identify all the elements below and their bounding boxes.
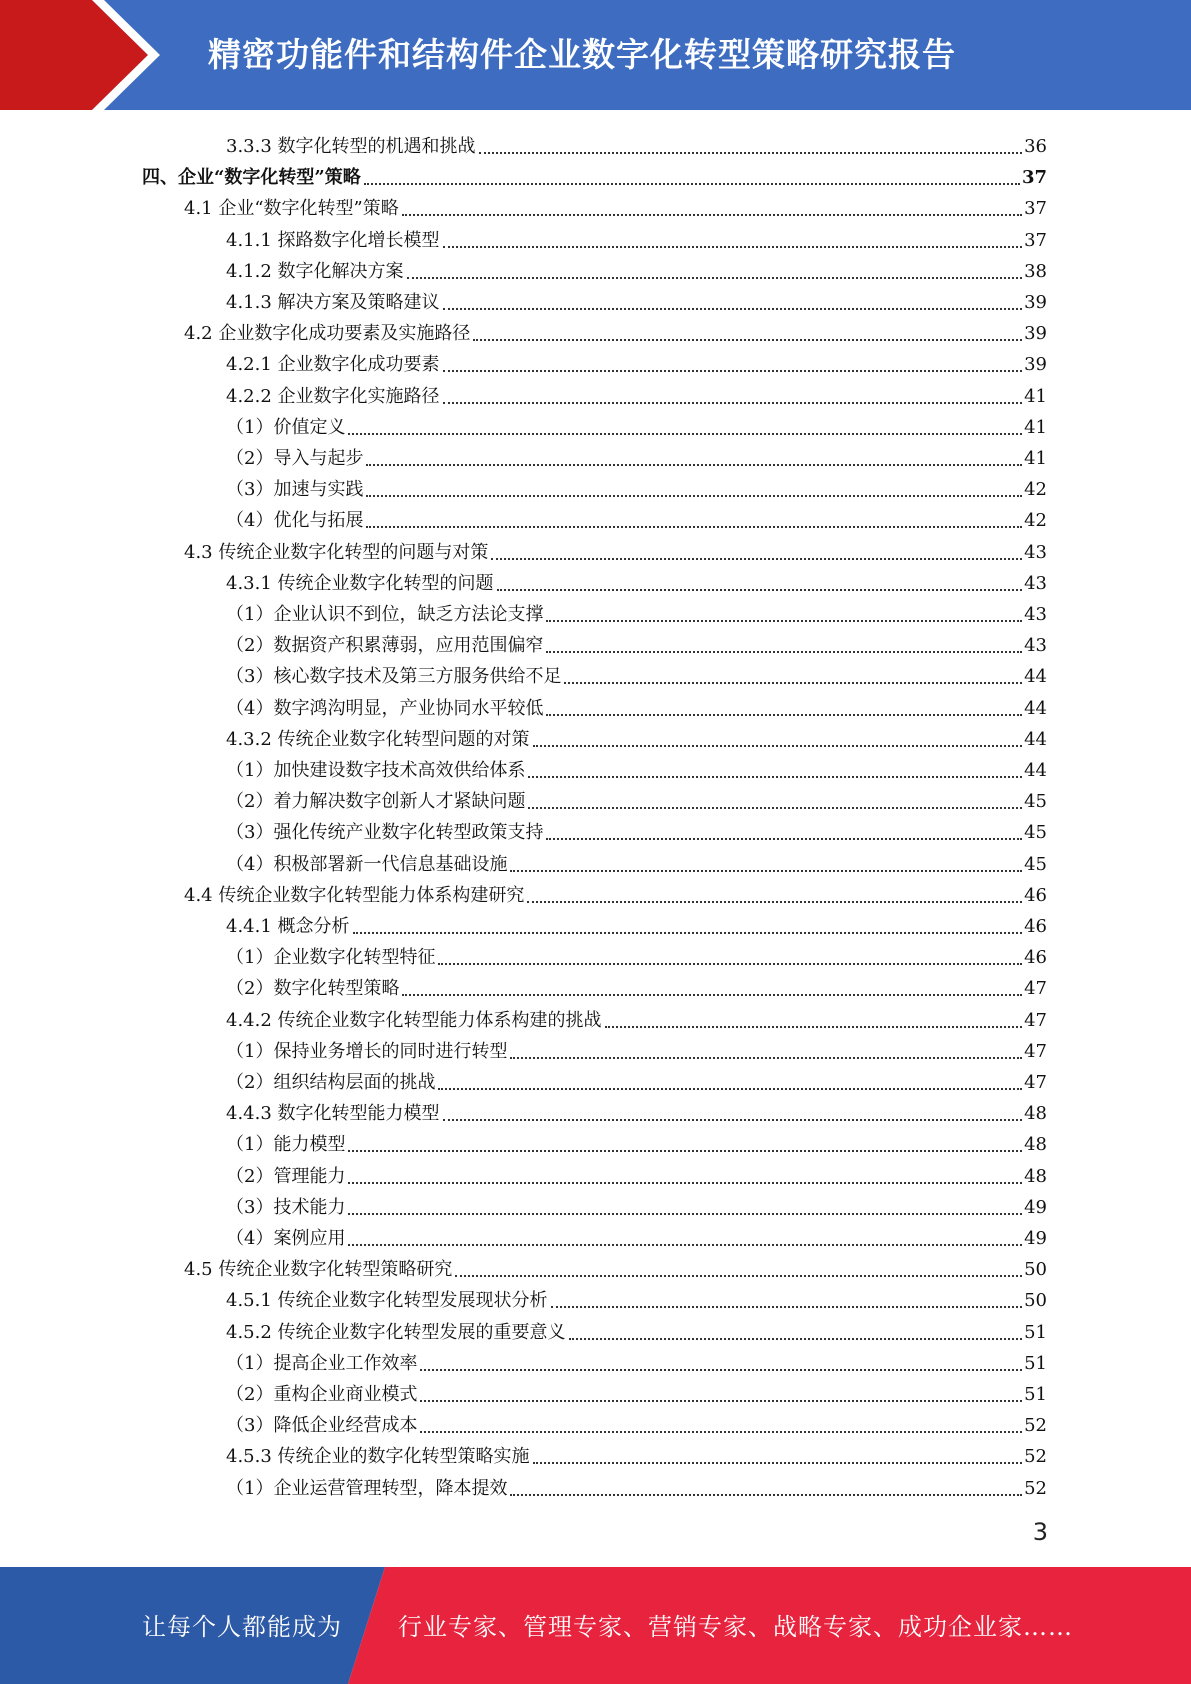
toc-entry-page: 36	[1024, 136, 1047, 157]
toc-dot-leader	[420, 1369, 1022, 1371]
toc-dot-leader	[402, 994, 1022, 996]
toc-dot-leader	[366, 464, 1022, 466]
toc-entry-title: 4.5 传统企业数字化转型策略研究	[184, 1259, 453, 1281]
toc-entry-page: 46	[1024, 916, 1047, 937]
toc-dot-leader	[348, 1244, 1022, 1246]
toc-entry-page: 47	[1024, 978, 1047, 1000]
toc-entry-page: 39	[1024, 354, 1047, 376]
toc-dot-leader	[348, 1150, 1022, 1152]
footer-band	[0, 1567, 1191, 1684]
toc-entry[interactable]	[226, 1470, 1047, 1501]
toc-dot-leader	[546, 714, 1022, 716]
toc-entry-title: （1）企业运营管理转型，降本提效	[226, 1477, 508, 1499]
toc-dot-leader	[605, 1026, 1023, 1028]
toc-entry[interactable]	[226, 721, 1047, 752]
toc-entry-page: 52	[1024, 1446, 1047, 1468]
toc-entry[interactable]	[226, 1438, 1047, 1469]
toc-entry-title: （3）强化传统产业数字化转型政策支持	[226, 822, 544, 844]
toc-dot-leader	[564, 682, 1022, 684]
toc-entry[interactable]	[226, 1158, 1047, 1189]
toc-entry[interactable]	[226, 627, 1047, 658]
toc-entry-page: 41	[1024, 385, 1047, 407]
toc-entry-page: 51	[1024, 1352, 1047, 1374]
toc-entry[interactable]	[226, 908, 1047, 939]
toc-entry[interactable]	[226, 970, 1047, 1001]
toc-entry[interactable]	[184, 1251, 1047, 1282]
toc-entry[interactable]	[184, 315, 1047, 346]
toc-entry-page: 51	[1024, 1384, 1047, 1405]
toc-entry-title: 4.4 传统企业数字化转型能力体系构建研究	[184, 884, 525, 906]
toc-entry-title: 4.1.1 探路数字化增长模型	[226, 229, 440, 251]
toc-entry-page: 52	[1024, 1415, 1047, 1437]
toc-entry-page: 45	[1024, 791, 1047, 813]
toc-dot-leader	[510, 1494, 1022, 1496]
toc-entry[interactable]	[226, 596, 1047, 627]
toc-entry[interactable]	[226, 1282, 1047, 1313]
toc-entry-page: 51	[1024, 1321, 1047, 1343]
toc-entry-title: （2）导入与起步	[226, 448, 364, 469]
toc-entry-title: （4）案例应用	[226, 1228, 346, 1249]
toc-entry[interactable]	[226, 1345, 1047, 1376]
toc-entry[interactable]	[226, 378, 1047, 409]
toc-entry-page: 39	[1024, 292, 1047, 313]
toc-dot-leader	[420, 1431, 1022, 1433]
toc-entry-title: （2）着力解决数字创新人才紧缺问题	[226, 791, 526, 813]
toc-dot-leader	[443, 370, 1023, 372]
toc-entry[interactable]	[226, 346, 1047, 377]
toc-entry-title: （2）数据资产积累薄弱，应用范围偏窄	[226, 635, 544, 657]
toc-dot-leader	[348, 1213, 1022, 1215]
toc-entry-page: 49	[1024, 1196, 1047, 1218]
toc-entry-page: 39	[1024, 323, 1047, 345]
toc-entry[interactable]	[226, 1095, 1047, 1126]
toc-entry-title: （1）能力模型	[226, 1134, 346, 1156]
toc-entry-page: 43	[1024, 541, 1047, 563]
toc-entry[interactable]	[226, 1376, 1047, 1407]
toc-entry-title: 4.4.2 传统企业数字化转型能力体系构建的挑战	[226, 1009, 602, 1031]
toc-entry[interactable]	[226, 471, 1047, 502]
toc-entry-page: 42	[1024, 479, 1047, 501]
toc-entry-title: （1）企业数字化转型特征	[226, 947, 436, 969]
toc-entry-page: 41	[1024, 416, 1047, 438]
toc-entry[interactable]	[226, 1220, 1047, 1251]
toc-entry-page: 37	[1021, 167, 1047, 189]
toc-entry-title: 4.4.1 概念分析	[226, 916, 350, 937]
toc-entry-title: （4）积极部署新一代信息基础设施	[226, 853, 508, 875]
toc-dot-leader	[533, 745, 1023, 747]
toc-dot-leader	[364, 183, 1020, 185]
toc-entry[interactable]	[142, 159, 1047, 190]
toc-entry-title: （3）加速与实践	[226, 479, 364, 501]
toc-entry[interactable]	[226, 1314, 1047, 1345]
toc-entry-page: 44	[1024, 697, 1047, 719]
toc-entry-title: 4.3.2 传统企业数字化转型问题的对策	[226, 728, 530, 750]
toc-entry-page: 43	[1024, 604, 1047, 625]
toc-entry[interactable]	[226, 128, 1047, 159]
toc-dot-leader	[546, 620, 1022, 622]
header-band	[0, 0, 1191, 110]
footer-slogan-right: 行业专家、管理专家、营销专家、战略专家、成功企业家……	[398, 1613, 1073, 1641]
toc-entry-title: 4.3.1 传统企业数字化转型的问题	[226, 572, 494, 594]
toc-entry-page: 44	[1024, 760, 1047, 781]
toc-dot-leader	[528, 776, 1022, 778]
toc-entry-title: 4.5.1 传统企业数字化转型发展现状分析	[226, 1290, 548, 1312]
page-number: 3	[1032, 1518, 1048, 1546]
footer-slogan-left: 让每个人都能成为	[142, 1613, 342, 1641]
toc-entry-page: 42	[1024, 510, 1047, 532]
toc-dot-leader	[569, 1338, 1023, 1340]
toc-entry[interactable]	[226, 783, 1047, 814]
toc-dot-leader	[443, 402, 1023, 404]
toc-entry-title: 4.1.3 解决方案及策略建议	[226, 292, 440, 313]
toc-entry-title: （1）保持业务增长的同时进行转型	[226, 1040, 508, 1062]
toc-entry[interactable]	[226, 222, 1047, 253]
toc-entry[interactable]	[226, 565, 1047, 596]
toc-entry-title: （1）企业认识不到位，缺乏方法论支撑	[226, 604, 544, 625]
toc-entry-page: 45	[1024, 822, 1047, 844]
toc-dot-leader	[348, 1182, 1022, 1184]
toc-entry[interactable]	[226, 1002, 1047, 1033]
toc-entry-page: 45	[1024, 853, 1047, 875]
toc-entry[interactable]	[226, 1064, 1047, 1095]
toc-entry-page: 37	[1024, 198, 1047, 220]
toc-entry-title: 四、企业“数字化转型”策略	[142, 167, 361, 189]
toc-entry-title: 4.2.1 企业数字化成功要素	[226, 354, 440, 376]
toc-entry[interactable]	[226, 409, 1047, 440]
toc-entry[interactable]	[226, 752, 1047, 783]
toc-entry-page: 48	[1024, 1134, 1047, 1156]
toc-entry[interactable]	[226, 846, 1047, 877]
toc-entry[interactable]	[226, 440, 1047, 471]
toc-entry-title: （4）数字鸿沟明显，产业协同水平较低	[226, 697, 544, 719]
toc-dot-leader	[473, 339, 1022, 341]
toc-entry[interactable]	[226, 690, 1047, 721]
toc-entry-title: （2）管理能力	[226, 1165, 346, 1187]
toc-entry-page: 50	[1024, 1290, 1047, 1312]
toc-dot-leader	[546, 838, 1022, 840]
toc-dot-leader	[366, 495, 1022, 497]
toc-dot-leader	[497, 589, 1023, 591]
toc-entry-title: （4）优化与拓展	[226, 510, 364, 532]
toc-dot-leader	[443, 308, 1023, 310]
toc-entry[interactable]	[184, 190, 1047, 221]
toc-entry[interactable]	[184, 534, 1047, 565]
toc-entry-page: 47	[1024, 1009, 1047, 1031]
toc-entry-page: 41	[1024, 448, 1047, 469]
toc-dot-leader	[407, 277, 1023, 279]
toc-entry-page: 43	[1024, 635, 1047, 657]
toc-entry-title: 4.2.2 企业数字化实施路径	[226, 385, 440, 407]
toc-entry-page: 44	[1024, 666, 1047, 688]
toc-entry[interactable]	[226, 284, 1047, 315]
toc-entry-page: 44	[1024, 728, 1047, 750]
toc-entry[interactable]	[226, 939, 1047, 970]
toc-dot-leader	[353, 932, 1023, 934]
toc-entry-page: 52	[1024, 1477, 1047, 1499]
toc-dot-leader	[455, 1275, 1022, 1277]
toc-entry-title: 4.4.3 数字化转型能力模型	[226, 1103, 440, 1125]
toc-entry-page: 48	[1024, 1103, 1047, 1125]
toc-entry-page: 48	[1024, 1165, 1047, 1187]
toc-entry-page: 38	[1024, 260, 1047, 282]
toc-entry[interactable]	[226, 253, 1047, 284]
toc-entry-title: （2）组织结构层面的挑战	[226, 1072, 436, 1093]
toc-entry-title: （3）降低企业经营成本	[226, 1415, 418, 1437]
toc-entry-title: 4.2 企业数字化成功要素及实施路径	[184, 323, 471, 345]
toc-dot-leader	[366, 526, 1022, 528]
toc-dot-leader	[527, 901, 1022, 903]
toc-dot-leader	[348, 433, 1022, 435]
toc-dot-leader	[443, 1119, 1023, 1121]
toc-dot-leader	[551, 1306, 1023, 1308]
toc-entry[interactable]	[226, 1407, 1047, 1438]
toc-entry-title: （3）核心数字技术及第三方服务供给不足	[226, 666, 562, 688]
toc-dot-leader	[491, 558, 1022, 560]
toc-dot-leader	[402, 214, 1022, 216]
toc-dot-leader	[510, 870, 1022, 872]
toc-dot-leader	[546, 651, 1022, 653]
toc-entry-page: 49	[1024, 1228, 1047, 1249]
toc-entry-title: 4.1 企业“数字化转型”策略	[184, 198, 399, 220]
toc-dot-leader	[443, 246, 1023, 248]
toc-entry-title: （2）数字化转型策略	[226, 978, 400, 1000]
toc-entry[interactable]	[226, 658, 1047, 689]
toc-entry[interactable]	[184, 877, 1047, 908]
toc-entry-title: 4.1.2 数字化解决方案	[226, 260, 404, 282]
toc-entry-title: （1）加快建设数字技术高效供给体系	[226, 760, 526, 781]
toc-entry-page: 46	[1024, 884, 1047, 906]
toc-entry-title: 4.5.2 传统企业数字化转型发展的重要意义	[226, 1321, 566, 1343]
toc-dot-leader	[438, 963, 1022, 965]
toc-entry-page: 47	[1024, 1072, 1047, 1093]
toc-entry-page: 43	[1024, 572, 1047, 594]
toc-dot-leader	[438, 1088, 1022, 1090]
toc-entry-title: （1）价值定义	[226, 416, 346, 438]
toc-entry-title: 4.3 传统企业数字化转型的问题与对策	[184, 541, 489, 563]
toc-entry-page: 37	[1024, 229, 1047, 251]
toc-dot-leader	[479, 152, 1023, 154]
toc-entry-title: （3）技术能力	[226, 1196, 346, 1218]
toc-dot-leader	[533, 1462, 1023, 1464]
toc-entry-page: 46	[1024, 947, 1047, 969]
toc-entry[interactable]	[226, 1189, 1047, 1220]
toc-entry[interactable]	[226, 1126, 1047, 1157]
toc-entry-title: 3.3.3 数字化转型的机遇和挑战	[226, 136, 476, 157]
toc-entry-title: 4.5.3 传统企业的数字化转型策略实施	[226, 1446, 530, 1468]
toc-entry-page: 47	[1024, 1040, 1047, 1062]
toc-dot-leader	[528, 807, 1022, 809]
toc-entry-title: （2）重构企业商业模式	[226, 1384, 418, 1405]
toc-entry[interactable]	[226, 814, 1047, 845]
toc-entry-title: （1）提高企业工作效率	[226, 1352, 418, 1374]
toc-entry-page: 50	[1024, 1259, 1047, 1281]
toc-entry[interactable]	[226, 1033, 1047, 1064]
report-title: 精密功能件和结构件企业数字化转型策略研究报告	[208, 35, 956, 74]
toc-dot-leader	[420, 1400, 1022, 1402]
toc-dot-leader	[510, 1057, 1022, 1059]
toc-entry[interactable]	[226, 502, 1047, 533]
